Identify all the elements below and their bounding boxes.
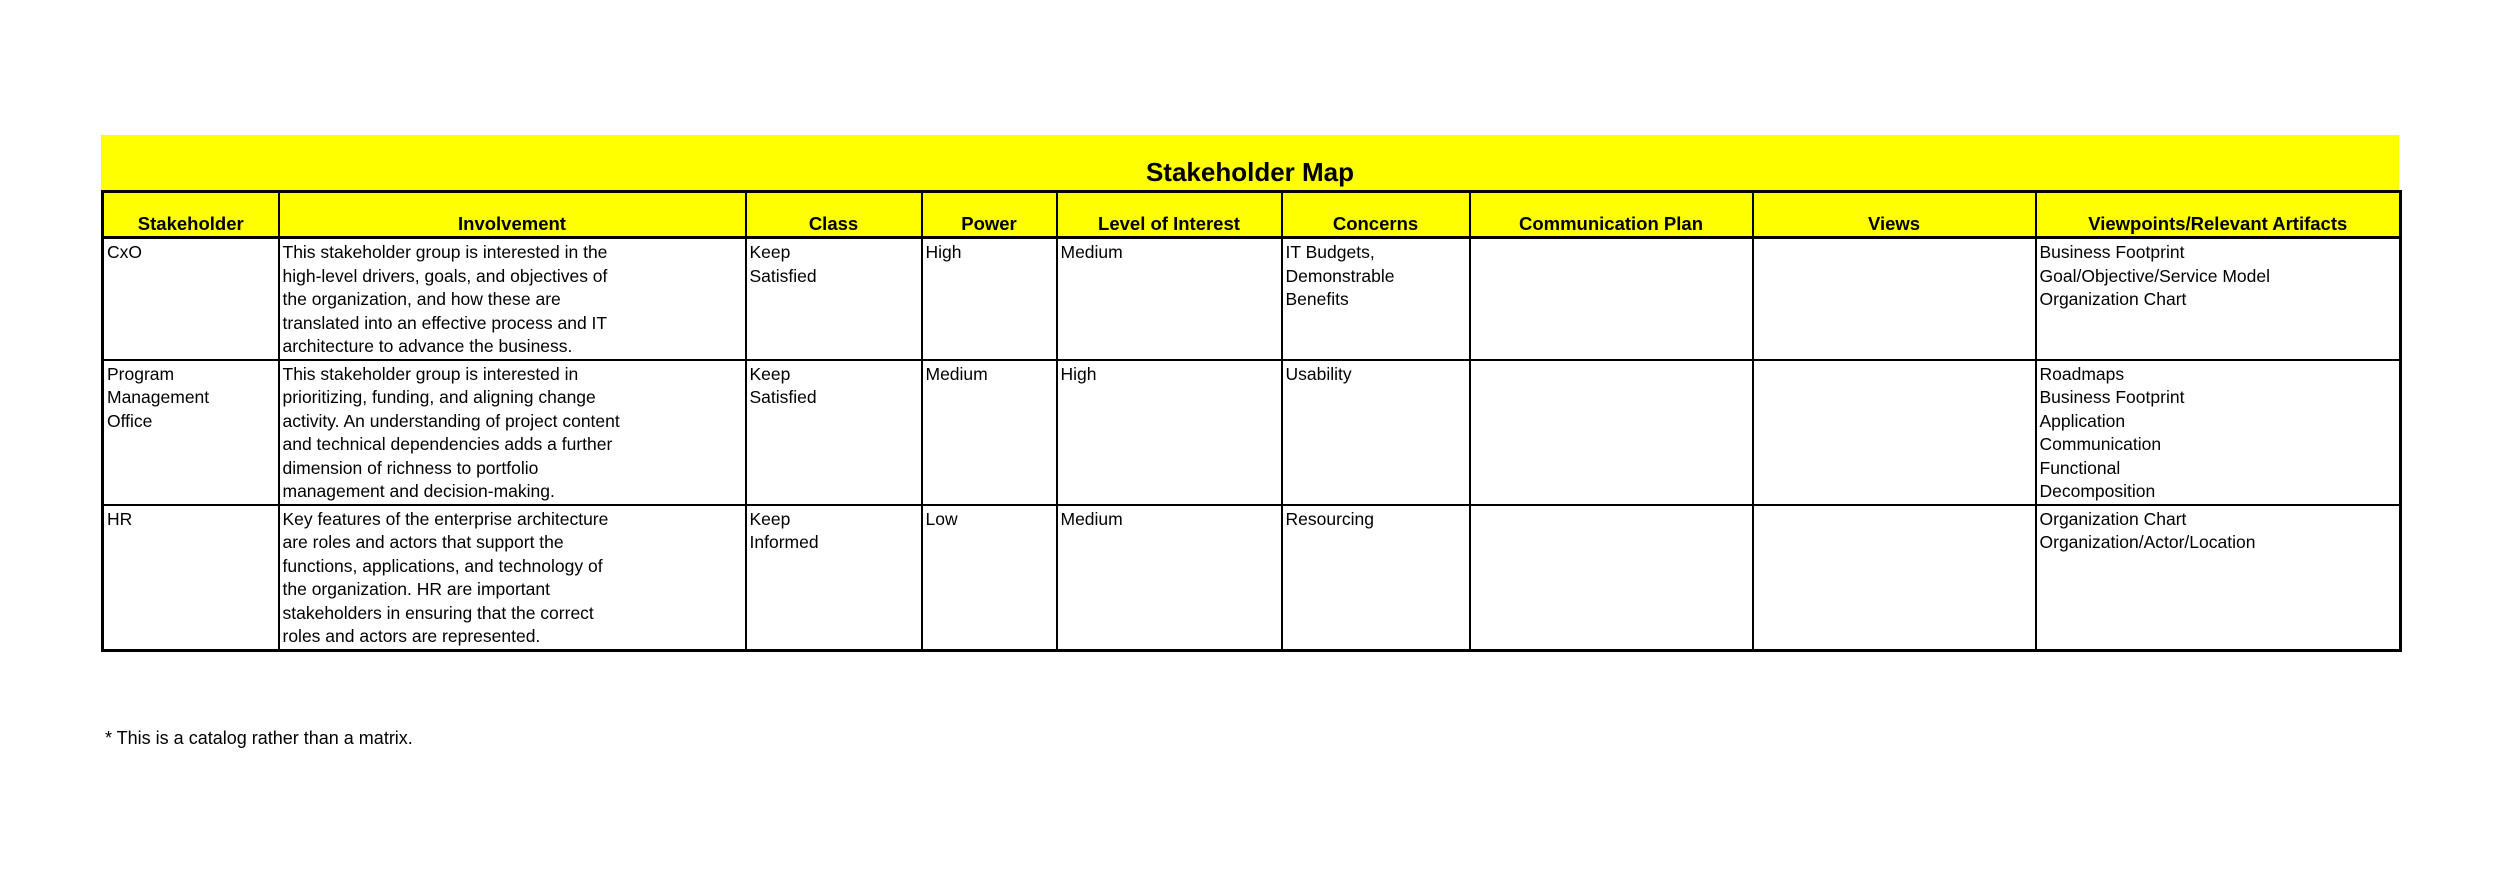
cell-involvement-line: functions, applications, and technology of	[282, 555, 603, 576]
cell-involvement-line: Key features of the enterprise architecture	[282, 508, 609, 529]
cell-level-of-interest-line: Medium	[1060, 242, 1123, 262]
footnote: * This is a catalog rather than a matrix.	[105, 728, 413, 748]
cell-involvement-line: architecture to advance the business.	[282, 336, 573, 356]
cell-concerns-line: Demonstrable	[1285, 265, 1395, 286]
cell-communication-plan[interactable]	[1470, 505, 1753, 651]
table-row	[103, 360, 2401, 505]
cell-viewpoints-line: Roadmaps	[2039, 363, 2125, 384]
cell-level-of-interest[interactable]	[1057, 505, 1282, 651]
column-header-power[interactable]: Power	[922, 192, 1057, 238]
cell-involvement-line: management and decision-making.	[282, 481, 555, 501]
cell-viewpoints-line: Functional	[2039, 457, 2121, 478]
cell-stakeholder-line: CxO	[107, 242, 142, 262]
cell-communication-plan[interactable]	[1470, 360, 1753, 505]
cell-stakeholder-line: Management	[107, 387, 210, 407]
cell-concerns[interactable]	[1282, 360, 1470, 505]
cell-concerns-line: Benefits	[1285, 289, 1349, 309]
cell-class[interactable]	[746, 238, 922, 360]
column-header-level-of-interest[interactable]: Level of Interest	[1057, 192, 1282, 238]
cell-viewpoints[interactable]	[2036, 505, 2401, 651]
cell-concerns[interactable]	[1282, 505, 1470, 651]
cell-involvement[interactable]	[279, 505, 746, 651]
column-header-viewpoints[interactable]: Viewpoints/Relevant Artifacts	[2036, 192, 2401, 238]
cell-involvement-line: the organization, and how these are	[282, 289, 561, 309]
cell-viewpoints-line: Goal/Objective/Service Model	[2039, 265, 2271, 286]
cell-viewpoints-line: Organization Chart	[2039, 289, 2187, 309]
cell-viewpoints-line: Business Footprint	[2039, 242, 2185, 262]
table-row	[103, 238, 2401, 360]
cell-views[interactable]	[1753, 238, 2036, 360]
column-header-concerns[interactable]: Concerns	[1282, 192, 1470, 238]
cell-power-line: Low	[925, 508, 958, 529]
cell-involvement-line: activity. An understanding of project content	[282, 410, 620, 431]
cell-involvement-line: prioritizing, funding, and aligning change	[282, 387, 596, 407]
cell-stakeholder-line: Office	[107, 410, 153, 431]
cell-involvement-line: roles and actors are represented.	[282, 626, 541, 646]
cell-stakeholder-line: HR	[107, 508, 133, 529]
title-bar	[101, 135, 2399, 190]
cell-level-of-interest[interactable]	[1057, 238, 1282, 360]
cell-involvement-line: the organization. HR are important	[282, 579, 550, 599]
cell-class-line: Satisfied	[749, 387, 817, 407]
cell-viewpoints[interactable]	[2036, 360, 2401, 505]
cell-class-line: Keep	[749, 363, 791, 384]
cell-power[interactable]	[922, 360, 1057, 505]
cell-involvement-line: stakeholders in ensuring that the correct	[282, 602, 594, 623]
header-row	[103, 192, 2401, 238]
cell-involvement-line: dimension of richness to portfolio	[282, 457, 539, 478]
cell-involvement-line: This stakeholder group is interested in the	[282, 242, 608, 262]
cell-concerns[interactable]	[1282, 238, 1470, 360]
cell-stakeholder[interactable]	[103, 360, 279, 505]
cell-stakeholder-line: Program	[107, 363, 175, 384]
cell-involvement-line: translated into an effective process and IT	[282, 312, 608, 333]
cell-level-of-interest[interactable]	[1057, 360, 1282, 505]
cell-concerns-line: IT Budgets,	[1285, 242, 1375, 262]
cell-class[interactable]	[746, 360, 922, 505]
column-header-stakeholder[interactable]: Stakeholder	[103, 192, 279, 238]
cell-viewpoints-line: Application	[2039, 410, 2126, 431]
cell-class-line: Satisfied	[749, 265, 817, 286]
cell-involvement[interactable]	[279, 360, 746, 505]
cell-viewpoints-line: Organization/Actor/Location	[2039, 532, 2256, 552]
column-header-views[interactable]: Views	[1753, 192, 2036, 238]
cell-class[interactable]	[746, 505, 922, 651]
cell-level-of-interest-line: Medium	[1060, 508, 1123, 529]
cell-concerns-line: Usability	[1285, 363, 1352, 384]
page-title: Stakeholder Map	[1145, 157, 1355, 187]
table-row	[103, 505, 2401, 651]
cell-viewpoints-line: Organization Chart	[2039, 508, 2187, 529]
cell-viewpoints-line: Decomposition	[2039, 481, 2156, 501]
cell-power-line: High	[925, 242, 962, 262]
cell-involvement-line: are roles and actors that support the	[282, 532, 564, 552]
cell-involvement[interactable]	[279, 238, 746, 360]
cell-class-line: Keep	[749, 508, 791, 529]
cell-class-line: Keep	[749, 242, 791, 262]
cell-viewpoints[interactable]	[2036, 238, 2401, 360]
cell-power[interactable]	[922, 505, 1057, 651]
cell-viewpoints-line: Business Footprint	[2039, 387, 2185, 407]
column-header-class[interactable]: Class	[746, 192, 922, 238]
cell-concerns-line: Resourcing	[1285, 508, 1375, 529]
cell-views[interactable]	[1753, 360, 2036, 505]
cell-involvement-line: high-level drivers, goals, and objectives of	[282, 265, 608, 286]
cell-viewpoints-line: Communication	[2039, 434, 2162, 454]
cell-stakeholder[interactable]	[103, 505, 279, 651]
cell-communication-plan[interactable]	[1470, 238, 1753, 360]
stakeholder-map-sheet	[101, 135, 2399, 652]
cell-stakeholder[interactable]	[103, 238, 279, 360]
cell-class-line: Informed	[749, 532, 819, 552]
cell-power-line: Medium	[925, 363, 988, 384]
cell-level-of-interest-line: High	[1060, 363, 1097, 384]
column-header-communication-plan[interactable]: Communication Plan	[1470, 192, 1753, 238]
cell-views[interactable]	[1753, 505, 2036, 651]
cell-involvement-line: and technical dependencies adds a further	[282, 434, 613, 454]
cell-power[interactable]	[922, 238, 1057, 360]
stakeholder-table	[101, 190, 2402, 652]
column-header-involvement[interactable]: Involvement	[279, 192, 746, 238]
cell-involvement-line: This stakeholder group is interested in	[282, 363, 579, 384]
